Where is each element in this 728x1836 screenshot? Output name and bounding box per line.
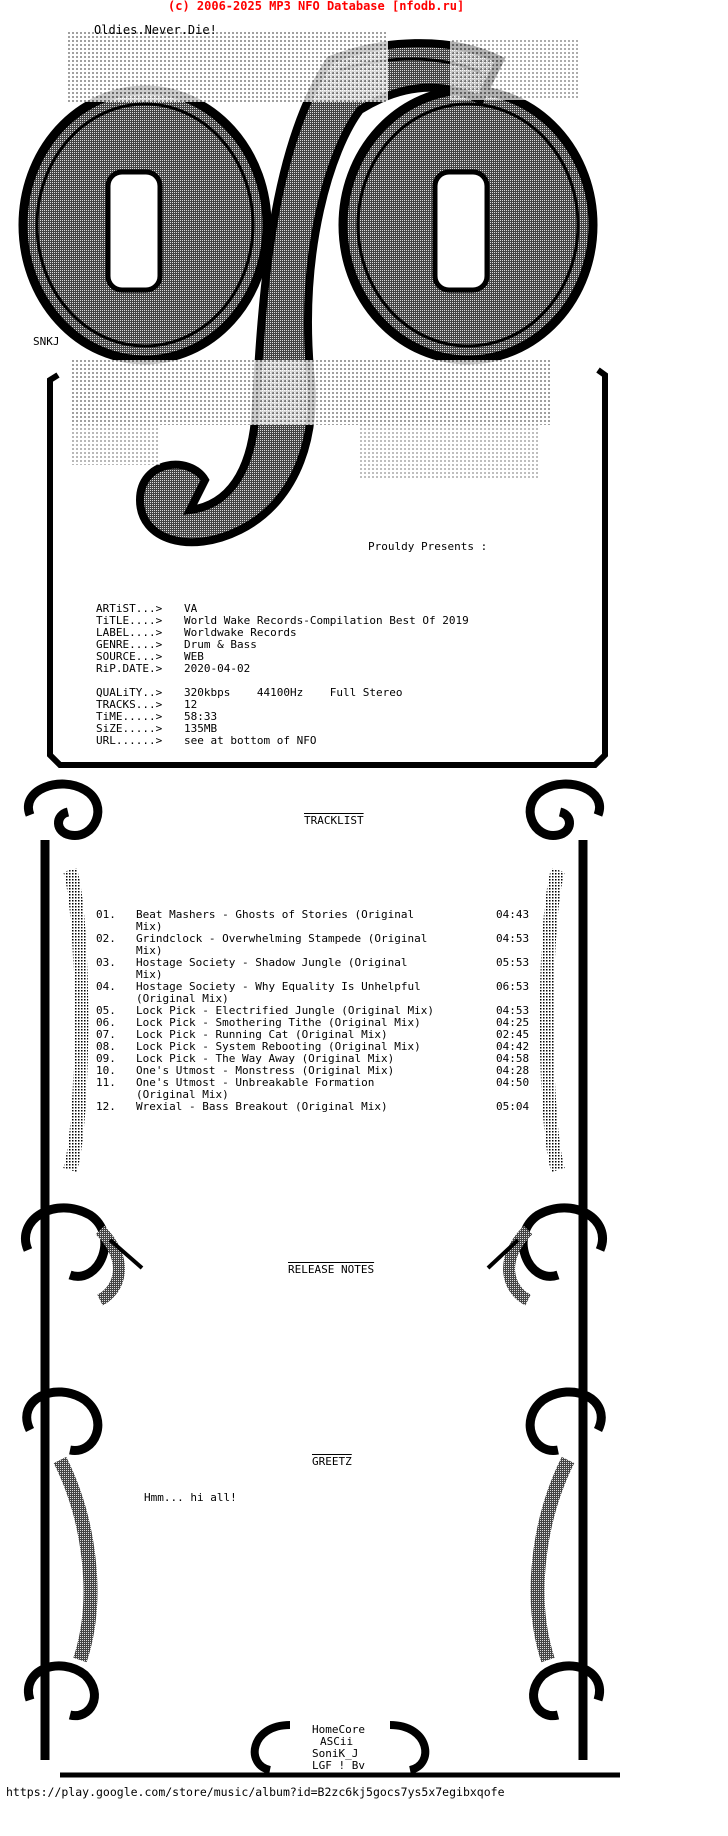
track-title: Lock Pick - The Way Away (Original Mix) [136,1052,395,1065]
right-ornament-column [488,784,603,1760]
track-time: 06:53 [496,980,530,993]
greetz-text: Hmm... hi all! [144,1491,237,1504]
track-number: 12. [96,1100,116,1113]
track-time: 04:42 [496,1040,530,1053]
tagline: Oldies.Never.Die! [94,23,217,37]
left-ornament-column [25,784,142,1760]
track-title: One's Utmost - Unbreakable Formation [136,1076,375,1089]
track-time: 04:50 [496,1076,530,1089]
info-value: Worldwake Records [184,626,297,639]
release-notes-heading: RELEASE NOTES [288,1263,375,1276]
track-title: Hostage Society - Shadow Jungle (Original [136,956,408,969]
track-title: Lock Pick - Electrified Jungle (Original Mix) [136,1004,435,1017]
track-title: Lock Pick - System Rebooting (Original Mix) [136,1040,421,1053]
track-number: 11. [96,1076,116,1089]
track-number: 07. [96,1028,116,1041]
tracklist-heading: TRACKLIST [304,814,364,827]
track-time: 04:53 [496,932,530,945]
track-number: 10. [96,1064,116,1077]
info-value: 320kbps 44100Hz Full Stereo [184,686,403,699]
track-title: Lock Pick - Smothering Tithe (Original Mix) [136,1016,421,1029]
info-key: SiZE.....> [96,722,163,735]
presents-text: Prouldy Presents : [368,540,488,553]
track-number: 05. [96,1004,116,1017]
track-number: 01. [96,908,116,921]
site-header: (c) 2006-2025 MP3 NFO Database [nfodb.ru] [168,0,465,13]
track-number: 03. [96,956,116,969]
track-title-cont: Mix) [136,968,163,981]
track-time: 04:28 [496,1064,530,1077]
track-number: 06. [96,1016,116,1029]
info-value: 58:33 [184,710,218,723]
track-number: 02. [96,932,116,945]
track-title: Grindclock - Overwhelming Stampede (Original [136,932,428,945]
credit-line: SoniK_J [312,1747,359,1760]
track-title: Hostage Society - Why Equality Is Unhelpful [136,980,421,993]
info-key: LABEL....> [96,626,163,639]
info-key: ARTiST...> [96,602,163,615]
track-time: 04:43 [496,908,530,921]
info-key: TiME.....> [96,710,163,723]
info-key: SOURCE...> [96,650,163,663]
info-value: VA [184,602,198,615]
info-key: QUALiTY..> [96,686,163,699]
info-value: 2020-04-02 [184,662,251,675]
track-number: 09. [96,1052,116,1065]
track-time: 02:45 [496,1028,530,1041]
track-title: Wrexial - Bass Breakout (Original Mix) [136,1100,388,1113]
info-key: URL......> [96,734,163,747]
info-value: 135MB [184,722,218,735]
track-title-cont: Mix) [136,920,163,933]
track-time: 04:25 [496,1016,530,1029]
art-signature: SNKJ [33,335,60,348]
info-key: RiP.DATE.> [96,662,163,675]
info-key: GENRE....> [96,638,163,651]
track-time: 04:58 [496,1052,530,1065]
credit-line: ASCii [320,1735,354,1748]
track-title-cont: (Original Mix) [136,992,229,1005]
track-title: Lock Pick - Running Cat (Original Mix) [136,1028,388,1041]
track-number: 04. [96,980,116,993]
track-title: Beat Mashers - Ghosts of Stories (Original [136,908,415,921]
info-value: World Wake Records-Compilation Best Of 2019 [184,614,469,627]
info-value: WEB [184,650,204,663]
logo-letter-o [23,90,267,360]
info-key: TRACKS...> [96,698,163,711]
track-time: 04:53 [496,1004,530,1017]
track-title-cont: Mix) [136,944,163,957]
info-value: Drum & Bass [184,638,257,651]
track-number: 08. [96,1040,116,1053]
footer-url-link[interactable]: https://play.google.com/store/music/album?id=B2zc6kj5gocs7ys5x7egibxqofe [6,1785,505,1799]
track-title: One's Utmost - Monstress (Original Mix) [136,1064,395,1077]
logo-letter-d [343,90,593,360]
track-time: 05:53 [496,956,530,969]
track-time: 05:04 [496,1100,530,1113]
credit-line: HomeCore [312,1723,365,1736]
track-title-cont: (Original Mix) [136,1088,229,1101]
info-value: see at bottom of NFO [184,734,317,747]
info-key: TiTLE....> [96,614,163,627]
credit-line: LGF ! Bv [312,1759,365,1772]
info-value: 12 [184,698,198,711]
greetz-heading: GREETZ [312,1455,352,1468]
